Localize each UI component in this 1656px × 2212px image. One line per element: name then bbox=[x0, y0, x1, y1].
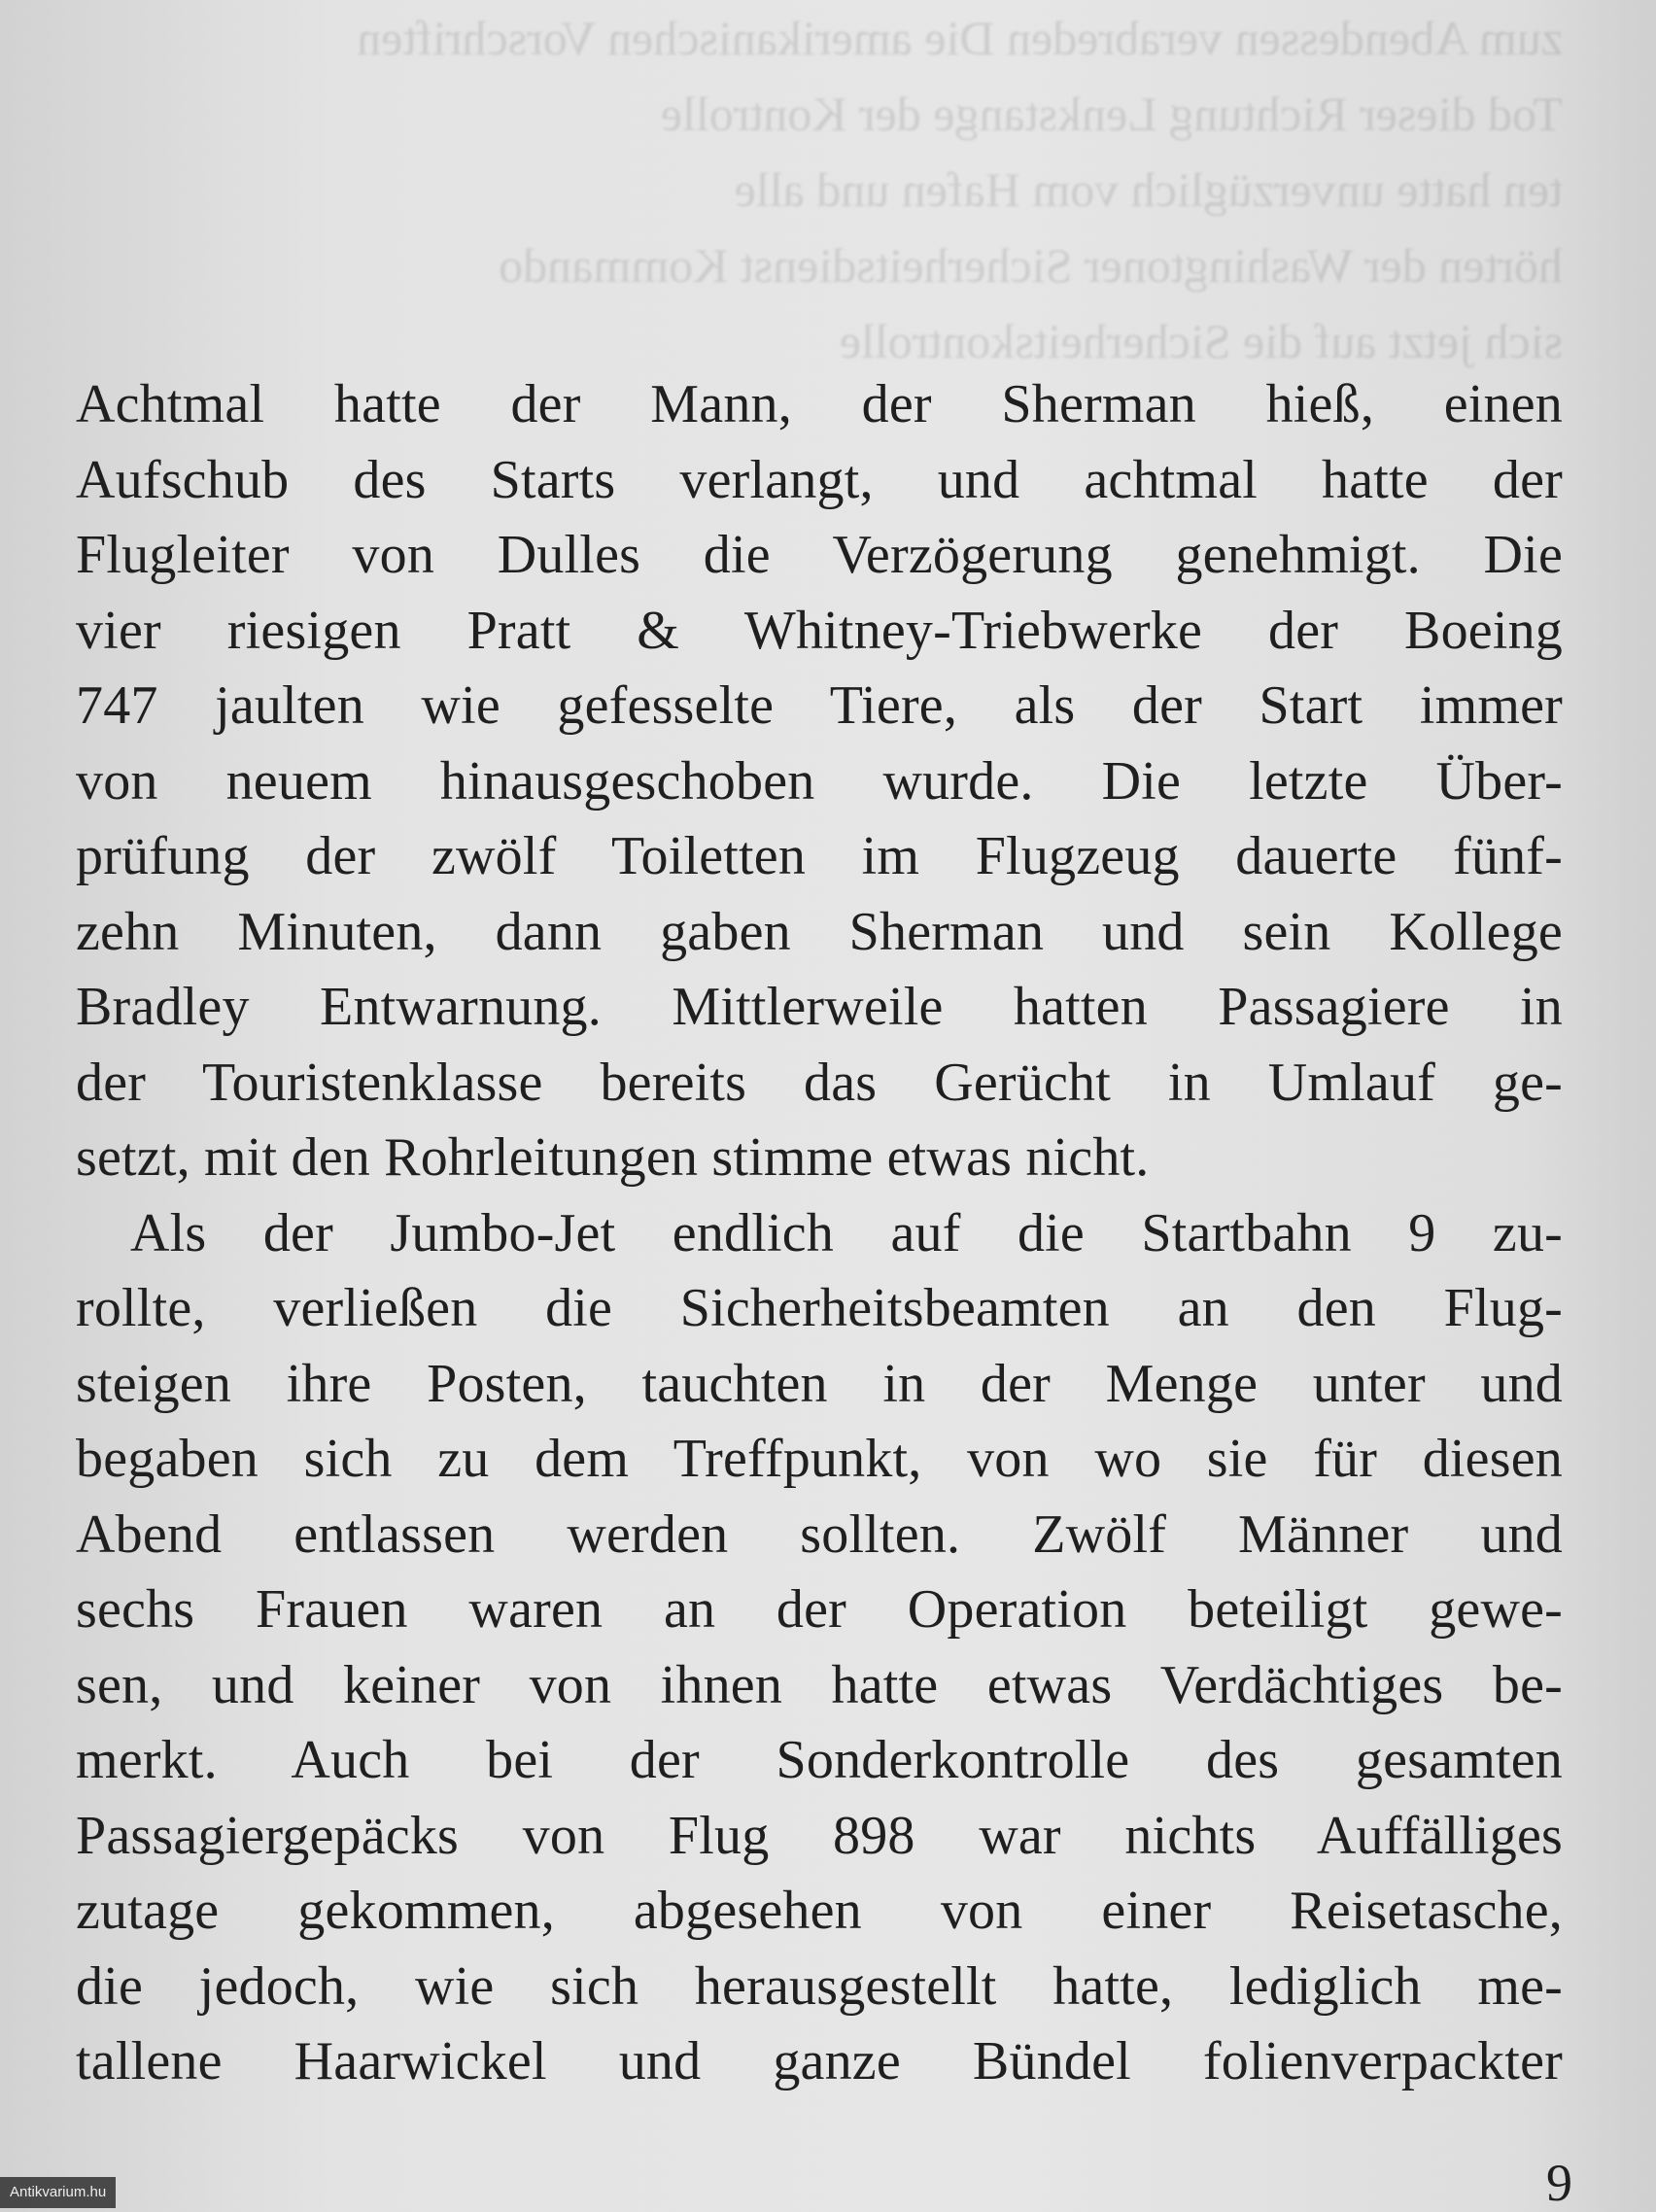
text-line: sen, und keiner von ihnen hatte etwas Verdächtiges be- bbox=[76, 1654, 1563, 1715]
bleed-line: Tod dieser Richtung Lenkstange der Kontrolle bbox=[660, 86, 1563, 141]
bleed-line: sich jetzt auf die Sicherheitskontrolle bbox=[839, 314, 1563, 368]
text-line: vier riesigen Pratt & Whitney-Triebwerke der Boeing bbox=[76, 600, 1563, 661]
watermark: Antikvarium.hu bbox=[0, 2177, 116, 2208]
page-number: 9 bbox=[1546, 2154, 1572, 2212]
text-line: der Touristenklasse bereits das Gerücht in Umlauf ge- bbox=[76, 1052, 1563, 1113]
text-line: Achtmal hatte der Mann, der Sherman hieß, einen bbox=[76, 374, 1563, 434]
text-line: tallene Haarwickel und ganze Bündel folienverpackter bbox=[76, 2031, 1563, 2091]
text-line: steigen ihre Posten, tauchten in der Menge unter und bbox=[76, 1353, 1563, 1414]
text-line: prüfung der zwölf Toiletten im Flugzeug dauerte fünf- bbox=[76, 826, 1563, 886]
paragraph-1 bbox=[76, 367, 1563, 1196]
text-line: Aufschub des Starts verlangt, und achtmal hatte der bbox=[76, 449, 1563, 510]
text-line: sechs Frauen waren an der Operation beteiligt gewe- bbox=[76, 1579, 1563, 1640]
text-line: Als der Jumbo-Jet endlich auf die Startbahn 9 zu- bbox=[130, 1202, 1563, 1263]
text-line: zehn Minuten, dann gaben Sherman und sein Kollege bbox=[76, 901, 1563, 962]
paragraph-2 bbox=[76, 1196, 1563, 2100]
text-line: Flugleiter von Dulles die Verzögerung genehmigt. Die bbox=[76, 525, 1563, 585]
bleed-line: zum Abendessen verabreden Die amerikanischen Vorschriften bbox=[357, 11, 1563, 65]
text-line: von neuem hinausgeschoben wurde. Die letzte Über- bbox=[76, 750, 1563, 812]
text-line: Bradley Entwarnung. Mittlerweile hatten Passagiere in bbox=[76, 977, 1563, 1037]
text-line: begaben sich zu dem Treffpunkt, von wo sie für diesen bbox=[76, 1429, 1563, 1489]
bleed-line: ten hatte unverzüglich vom Hafen und alle bbox=[734, 162, 1563, 217]
text-line: Abend entlassen werden sollten. Zwölf Männer und bbox=[76, 1503, 1563, 1565]
text-line: setzt, mit den Rohrleitungen stimme etwas nicht. bbox=[76, 1127, 1150, 1188]
text-line: merkt. Auch bei der Sonderkontrolle des gesamten bbox=[76, 1730, 1563, 1790]
text-line: Passagiergepäcks von Flug 898 war nichts Auffälliges bbox=[76, 1805, 1563, 1866]
page-body bbox=[76, 367, 1563, 2100]
text-line: rollte, verließen die Sicherheitsbeamten an den Flug- bbox=[76, 1278, 1563, 1338]
bleed-through-text bbox=[86, 0, 1563, 379]
text-line: zutage gekommen, abgesehen von einer Reisetasche, bbox=[76, 1881, 1563, 1941]
text-line: die jedoch, wie sich herausgestellt hatte, lediglich me- bbox=[76, 1955, 1563, 2017]
bleed-line: hörten der Washingtoner Sicherheitsdienst Kommando bbox=[499, 238, 1563, 293]
text-line: 747 jaulten wie gefesselte Tiere, als der Start immer bbox=[76, 675, 1563, 736]
